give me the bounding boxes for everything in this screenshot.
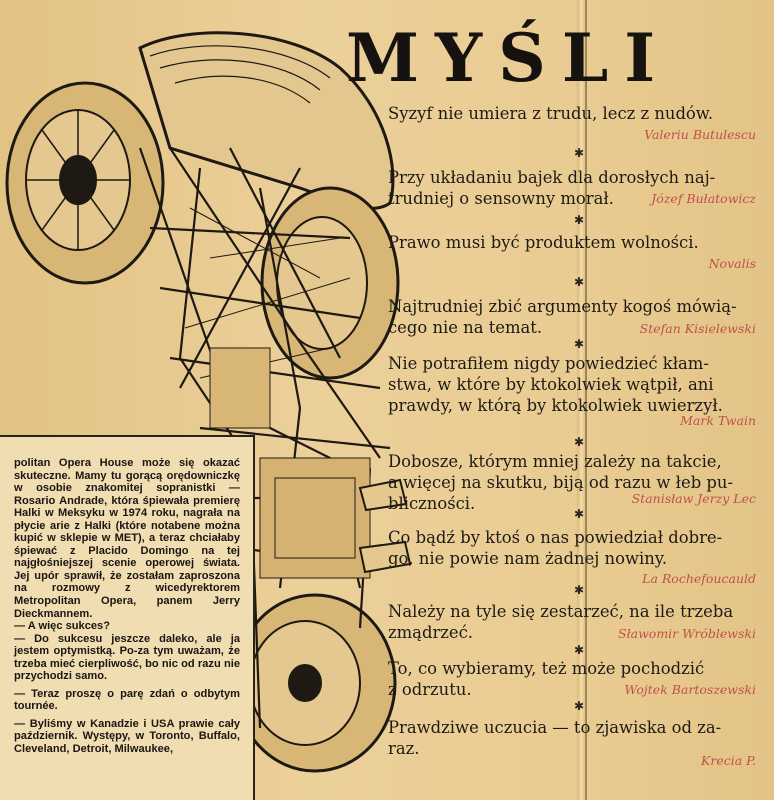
separator-mark: ✱ (574, 275, 585, 289)
separator-mark: ✱ (574, 213, 585, 227)
separator-mark: ✱ (574, 146, 585, 160)
article-box (0, 435, 255, 800)
quote-text: Najtrudniej zbić argumenty kogoś mówią- cego nie na temat. (388, 297, 737, 337)
quote-author: Józef Bułatowicz (651, 191, 756, 206)
separator-mark: ✱ (574, 643, 585, 657)
quote-item (388, 167, 756, 209)
article-paragraph: — Teraz proszę o parę zdań o odbytym tournée. (14, 687, 240, 713)
quote-item (388, 232, 756, 271)
quote-item (388, 717, 756, 768)
quote-text: Co bądź by ktoś o nas powiedział dobre- go, nie powie nam żadnej nowiny. (388, 528, 723, 568)
article-text (14, 457, 240, 756)
quote-item (388, 296, 756, 338)
quote-text: To, co wybieramy, też może pochodzić z odrzutu. (388, 659, 705, 699)
separator-mark: ✱ (574, 435, 585, 449)
quote-item (388, 353, 756, 428)
quote-text: Syzyf nie umiera z trudu, lecz z nudów. (388, 104, 714, 123)
quote-text: Dobosze, którym mniej zależy na takcie, a więcej na skutku, biją od razu w łeb pu- bliczności. (388, 452, 733, 513)
quote-author: Stanisław Jerzy Lec (631, 491, 756, 506)
quote-text: Nie potrafiłem nigdy powiedzieć kłam- stwa, w które by ktokolwiek wątpił, ani prawdy, w którą by ktokolwiek uwierzył. (388, 354, 723, 415)
quote-item (388, 601, 756, 643)
quote-item (388, 527, 756, 586)
quote-author: La Rochefoucauld (642, 571, 756, 586)
quote-text: Prawo musi być produktem wolności. (388, 233, 699, 252)
quote-item (388, 103, 756, 142)
quote-author: Krecia P. (701, 753, 756, 768)
separator-mark: ✱ (574, 507, 585, 521)
quote-item (388, 451, 756, 514)
quote-text: Prawdziwe uczucia — to zjawiska od za- raz. (388, 718, 722, 758)
article-paragraph: — Do sukcesu jeszcze daleko, ale ja jestem optymistką. Po-za tym uważam, że trzeba mieć cierpliwość, bo nic od razu nie przychodzi samo. (14, 632, 240, 683)
quote-text: Przy układaniu bajek dla dorosłych naj- trudniej o sensowny morał. (388, 168, 716, 208)
quote-item (388, 658, 756, 700)
quote-author: Stefan Kisielewski (639, 321, 756, 336)
separator-mark: ✱ (574, 337, 585, 351)
article-paragraph: politan Opera House może się okazać skuteczne. Mamy tu gorącą orędowniczkę w osobie znakomitej sopranistki — Rosario Andrade, która śpiewała premierę Halki w Meksyku w 1974 roku, nagrała na płycie arie z Halki (które notabene można kupić w sklepie w MET), a teraz chciałaby śpiewać z Placido Domingo na tej najgłośniejszej scenie operowej świata. Jej upór sprawił, że zostałam zaproszona na rozmowy z wicedyrektorem Metropolitan Opera, panem Jerry Dieckmannem. (14, 457, 240, 620)
quote-author: Wojtek Bartoszewski (624, 682, 756, 697)
quote-text: Należy na tyle się zestarzeć, na ile trzeba zmądrzeć. (388, 602, 734, 642)
separator-mark: ✱ (574, 583, 585, 597)
article-paragraph: — A więc sukces? (14, 620, 110, 633)
quote-author: Novalis (708, 256, 756, 271)
quote-author: Sławomir Wróblewski (618, 626, 756, 641)
page-title: MYŚLI (346, 19, 672, 97)
quote-author: Mark Twain (680, 413, 756, 428)
quote-author: Valeriu Butulescu (644, 127, 756, 142)
separator-mark: ✱ (574, 699, 585, 713)
article-paragraph: — Byliśmy w Kanadzie i USA prawie cały październik. Występy, w Toronto, Buffalo, Cleveland, Detroit, Milwaukee, (14, 717, 240, 756)
